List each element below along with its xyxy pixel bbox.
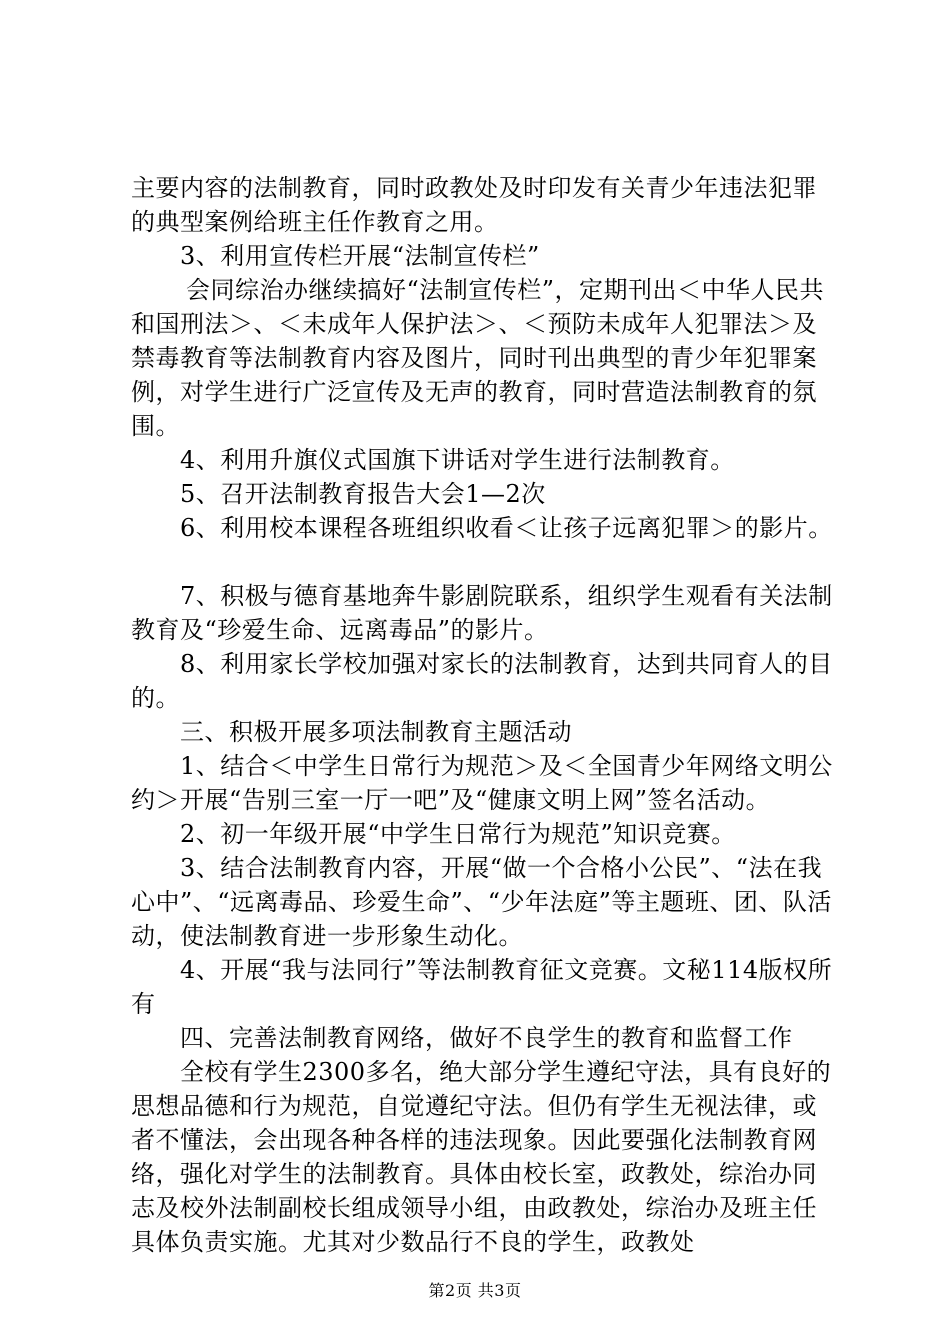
paragraph-bulletin-board: 会同综治办继续搞好“法制宣传栏”，定期刊出＜中华人民共和国刑法＞、＜未成年人保护法＞、＜预防未成年人犯罪法＞及禁毒教育等法制教育内容及图片，同时刊出典型的青少年犯罪案例，对学生进行广泛宣传及无声的教育，同时营造法制教育的氛围。 <box>131 276 825 440</box>
paragraph-item-8: 8、利用家长学校加强对家长的法制教育，达到共同育人的目的。 <box>131 650 833 712</box>
paragraph-activity-1: 1、结合＜中学生日常行为规范＞及＜全国青少年网络文明公约＞开展“告别三室一厅一吧”及“健康文明上网”签名活动。 <box>131 752 833 814</box>
section-heading-four: 四、完善法制教育网络，做好不良学生的教育和监督工作 <box>180 1024 793 1052</box>
paragraph-item-6: 6、利用校本课程各班组织收看＜让孩子远离犯罪＞的影片。 <box>180 514 833 542</box>
paragraph-continuation: 主要内容的法制教育，同时政教处及时印发有关青少年违法犯罪的典型案例给班主任作教育之用。 <box>131 174 817 236</box>
paragraph-activity-3: 3、结合法制教育内容，开展“做一个合格小公民”、“法在我心中”、“远离毒品、珍爱生命”、“少年法庭”等主题班、团、队活动，使法制教育进一步形象生动化。 <box>131 854 832 950</box>
paragraph-network: 全校有学生2300多名，绝大部分学生遵纪守法，具有良好的思想品德和行为规范，自觉遵纪守法。但仍有学生无视法律，或者不懂法，会出现各种各样的违法现象。因此要强化法制教育网络，强化对学生的法制教育。具体由校长室，政教处，综治办同志及校外法制副校长组成领导小组，由政教处，综治办及班主任具体负责实施。尤其对少数品行不良的学生，政教处 <box>131 1058 832 1256</box>
paragraph-item-3-heading: 3、利用宣传栏开展“法制宣传栏” <box>180 242 540 270</box>
section-heading-three: 三、积极开展多项法制教育主题活动 <box>180 718 572 746</box>
paragraph-activity-4: 4、开展“我与法同行”等法制教育征文竞赛。文秘114版权所有 <box>131 956 833 1018</box>
page-number-footer: 第2页 共3页 <box>428 1281 522 1300</box>
paragraph-activity-2: 2、初一年级开展“中学生日常行为规范”知识竞赛。 <box>180 820 736 848</box>
paragraph-item-4: 4、利用升旗仪式国旗下讲话对学生进行法制教育。 <box>180 446 735 474</box>
paragraph-item-5: 5、召开法制教育报告大会1—2次 <box>180 480 546 508</box>
document-body <box>131 171 836 1259</box>
paragraph-item-7: 7、积极与德育基地奔牛影剧院联系，组织学生观看有关法制教育及“珍爱生命、远离毒品”的影片。 <box>131 582 833 644</box>
